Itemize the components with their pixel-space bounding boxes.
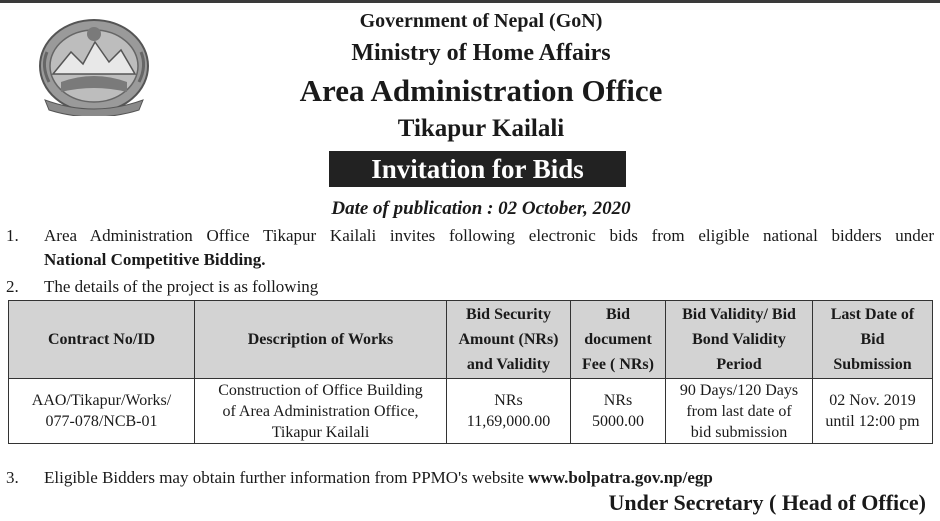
header-contract-no (9, 301, 195, 379)
paragraph-2-text: The details of the project is as following (44, 277, 319, 296)
cell-description (195, 379, 447, 444)
header-line: Amount (NRs) (458, 331, 559, 348)
cell-line: 02 Nov. 2019 (829, 392, 916, 409)
cell-line: 077-078/NCB-01 (45, 413, 158, 430)
header-line: Period (716, 356, 762, 373)
header-line: Bid (860, 331, 885, 348)
header-line: Bid Security (466, 306, 551, 323)
header-line: Fee ( NRs) (582, 356, 654, 373)
cell-line: NRs (603, 392, 633, 409)
table-row (9, 379, 933, 444)
cell-line: 5000.00 (592, 413, 644, 430)
cell-line: Construction of Office Building (218, 381, 423, 399)
paragraph-3-number: 3. (6, 468, 19, 487)
header-line: Contract No/ID (47, 331, 156, 348)
paragraph-3-text: Eligible Bidders may obtain further information from PPMO's website (44, 468, 524, 487)
cell-contract-no (9, 379, 195, 444)
cell-line: of Area Administration Office, (222, 402, 419, 420)
header-line: Bond Validity (692, 331, 786, 348)
header-last-date (813, 301, 933, 379)
cell-line: 11,69,000.00 (466, 413, 551, 430)
header-line: Bid (605, 306, 630, 323)
cell-line: until 12:00 pm (825, 413, 920, 430)
paragraph-1-text: Area Administration Office Tikapur Kailali invites following electronic bids from eligible national bidders under (44, 226, 934, 245)
government-heading: Government of Nepal (GoN) (359, 10, 603, 32)
signature-title: Under Secretary ( Head of Office) (608, 490, 926, 515)
cell-line: AAO/Tikapur/Works/ (31, 392, 172, 409)
cell-line: NRs (494, 392, 523, 409)
cell-line: Tikapur Kailali (271, 423, 370, 441)
paragraph-2-number: 2. (6, 277, 19, 296)
header-bid-security (447, 301, 571, 379)
header-line: and Validity (466, 356, 551, 373)
cell-line: 90 Days/120 Days (679, 381, 799, 399)
table-header-row (9, 301, 933, 379)
ministry-heading: Ministry of Home Affairs (351, 40, 611, 66)
cell-bid-security (447, 379, 571, 444)
header-line: Bid Validity/ Bid (682, 306, 796, 323)
office-heading: Area Administration Office (299, 73, 663, 108)
cell-document-fee (571, 379, 666, 444)
header-line: Description of Works (247, 331, 394, 348)
header-bid-validity (666, 301, 813, 379)
paragraph-1-number: 1. (6, 226, 19, 245)
paragraph-1-bold: National Competitive Bidding. (44, 250, 266, 269)
ppmo-website-link[interactable]: www.bolpatra.gov.np/egp (528, 468, 713, 487)
cell-last-date (813, 379, 933, 444)
cell-bid-validity (666, 379, 813, 444)
header-line: Last Date of (830, 306, 915, 323)
header-line: document (584, 331, 652, 348)
top-border (0, 0, 940, 3)
cell-line: from last date of (686, 402, 792, 420)
bid-details-table (8, 300, 933, 444)
header-line: Submission (833, 356, 912, 373)
location-heading: Tikapur Kailali (397, 115, 565, 142)
invitation-banner: Invitation for Bids (329, 151, 626, 187)
header-description (195, 301, 447, 379)
paragraph-3 (44, 468, 713, 488)
cell-line: bid submission (690, 423, 788, 441)
publication-date: Date of publication : 02 October, 2020 (331, 198, 631, 219)
header-document-fee (571, 301, 666, 379)
